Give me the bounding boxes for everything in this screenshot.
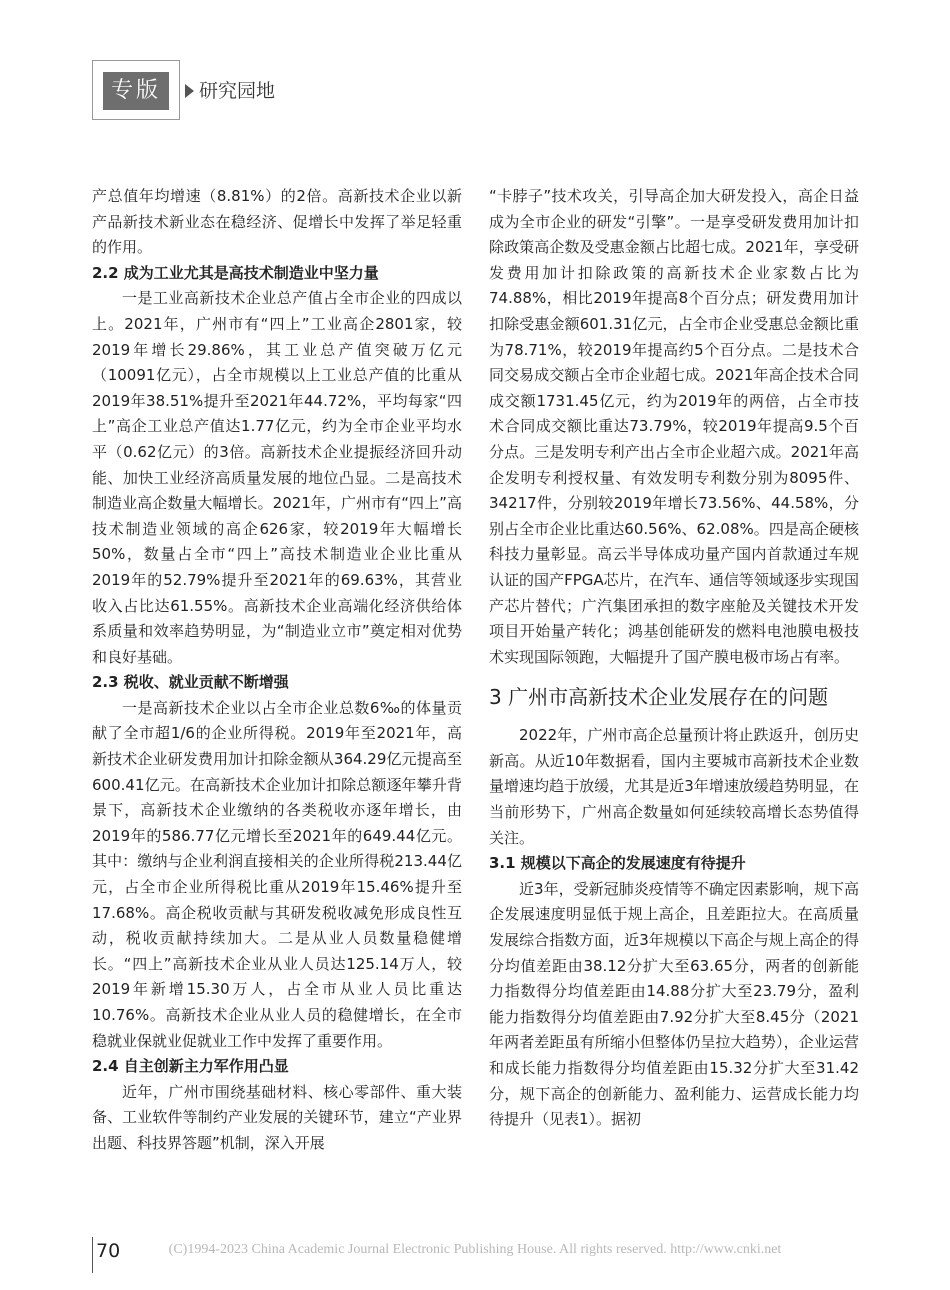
page-number: 70 [96,1240,121,1262]
section-title: 研究园地 [199,80,276,102]
subheading-2-3: 2.3 税收、就业贡献不断增强 [92,673,289,692]
left-column [92,184,462,1157]
paragraph: “卡脖子”技术攻关，引导高企加大研发投入，高企日益成为全市企业的研发“引擎”。一是享受研发费用加计扣除政策高企数及受惠金额占比超七成。2021年，享受研发费用加计扣除政策的高新技术企业家数占比为74.88%，相比2019年提高8个百分点；研发费用加计扣除受惠金额601.31亿元，占全市企业受惠总金额比重为78.71%，较2019年提高约5个百分点。二是技术合同交易成交额占全市企业超七成。2021年高企技术合同成交额1731.45亿元，约为2019年的两倍，占全市技术合同成交额比重达73.79%，较2019年提高9.5个百分点。三是发明专利产出占全市企业超六成。2021年高企发明专利授权量、有效发明专利数分别为8095件、34217件，分别较2019年增长73.56%、44.58%，分别占全市企业比重达60.56%、62.08%。四是高企硬核科技力量彰显。高云半导体成功量产国内首款通过车规认证的国产FPGA芯片，在汽车、通信等领域逐步实现国产芯片替代；广汽集团承担的数字座舱及关键技术开发项目开始量产转化；鸿基创能研发的燃料电池膜电极技术实现国际领跑，大幅提升了国产膜电极市场占有率。 [489,187,859,666]
paragraph: 一是工业高新技术企业总产值占全市企业的四成以上。2021年，广州市有“四上”工业高企2801家，较2019年增长29.86%，其工业总产值突破万亿元（10091亿元），占全市规模以上工业总产值的比重从2019年38.51%提升至2021年44.72%，平均每家“四上”高企工业总产值达1.77亿元，约为全市企业平均水平（0.62亿元）的3倍。高新技术企业提振经济回升动能、加快工业经济高质量发展的地位凸显。二是高技术制造业高企数量大幅增长。2021年，广州市有“四上”高技术制造业领域的高企626家，较2019年大幅增长50%，数量占全市“四上”高技术制造业企业比重从2019年的52.79%提升至2021年的69.63%，其营业收入占比达61.55%。高新技术企业高端化经济供给体系质量和效率趋势明显，为“制造业立市”奠定相对优势和良好基础。 [92,289,462,666]
column-badge: 专版 [103,72,169,110]
paragraph: 近年，广州市围绕基础材料、核心零部件、重大装备、工业软件等制约产业发展的关键环节，建立“产业界出题、科技界答题”机制，深入开展 [92,1082,462,1152]
triangle-arrow-icon [185,84,194,98]
copyright-watermark: (C)1994-2023 China Academic Journal Electronic Publishing House. All rights reserved. http://www.cnki.net [168,1242,782,1257]
paragraph: 2022年，广州市高企总量预计将止跌返升，创历史新高。从近10年数据看，国内主要城市高新技术企业数量增速均趋于放缓，尤其是近3年增速放缓趋势明显，在当前形势下，广州高企数量如何延续较高增长态势值得关注。 [489,726,859,847]
subheading-3-1: 3.1 规模以下高企的发展速度有待提升 [489,854,746,873]
section-heading-3: 3 广州市高新技术企业发展存在的问题 [489,685,829,710]
paragraph: 近3年，受新冠肺炎疫情等不确定因素影响，规下高企发展速度明显低于规上高企，且差距拉大。在高质量发展综合指数方面，近3年规模以下高企与规上高企的得分均值差距由38.12分扩大至63.65分，两者的创新能力指数得分均值差距由14.88分扩大至23.79分，盈利能力指数得分均值差距由7.92分扩大至8.45分（2021年两者差距虽有所缩小但整体仍呈拉大趋势），企业运营和成长能力指数得分均值差距由15.32分扩大至31.42分，规下高企的创新能力、盈利能力、运营成长能力均待提升（见表1）。据初 [489,879,859,1129]
subheading-2-2: 2.2 成为工业尤其是高技术制造业中坚力量 [92,263,379,282]
paragraph: 一是高新技术企业以占全市企业总数6‰的体量贡献了全市超1/6的企业所得税。2019年至2021年，高新技术企业研发费用加计扣除金额从364.29亿元提高至600.41亿元。在高新技术企业加计扣除总额逐年攀升背景下，高新技术企业缴纳的各类税收亦逐年增长，由2019年的586.77亿元增长至2021年的649.44亿元。其中：缴纳与企业利润直接相关的企业所得税213.44亿元，占全市企业所得税比重从2019年15.46%提升至17.68%。高企税收贡献与其研发税收减免形成良性互动，税收贡献持续加大。二是从业人员数量稳健增长。“四上”高新技术企业从业人员达125.14万人，较2019年新增15.30万人，占全市从业人员比重达10.76%。高新技术企业从业人员的稳健增长，在全市稳就业保就业促就业工作中发挥了重要作用。 [92,698,462,1050]
paragraph: 产总值年均增速（8.81%）的2倍。高新技术企业以新产品新技术新业态在稳经济、促增长中发挥了举足轻重的作用。 [92,187,462,257]
right-column [489,184,859,1133]
subheading-2-4: 2.4 自主创新主力军作用凸显 [92,1057,289,1076]
